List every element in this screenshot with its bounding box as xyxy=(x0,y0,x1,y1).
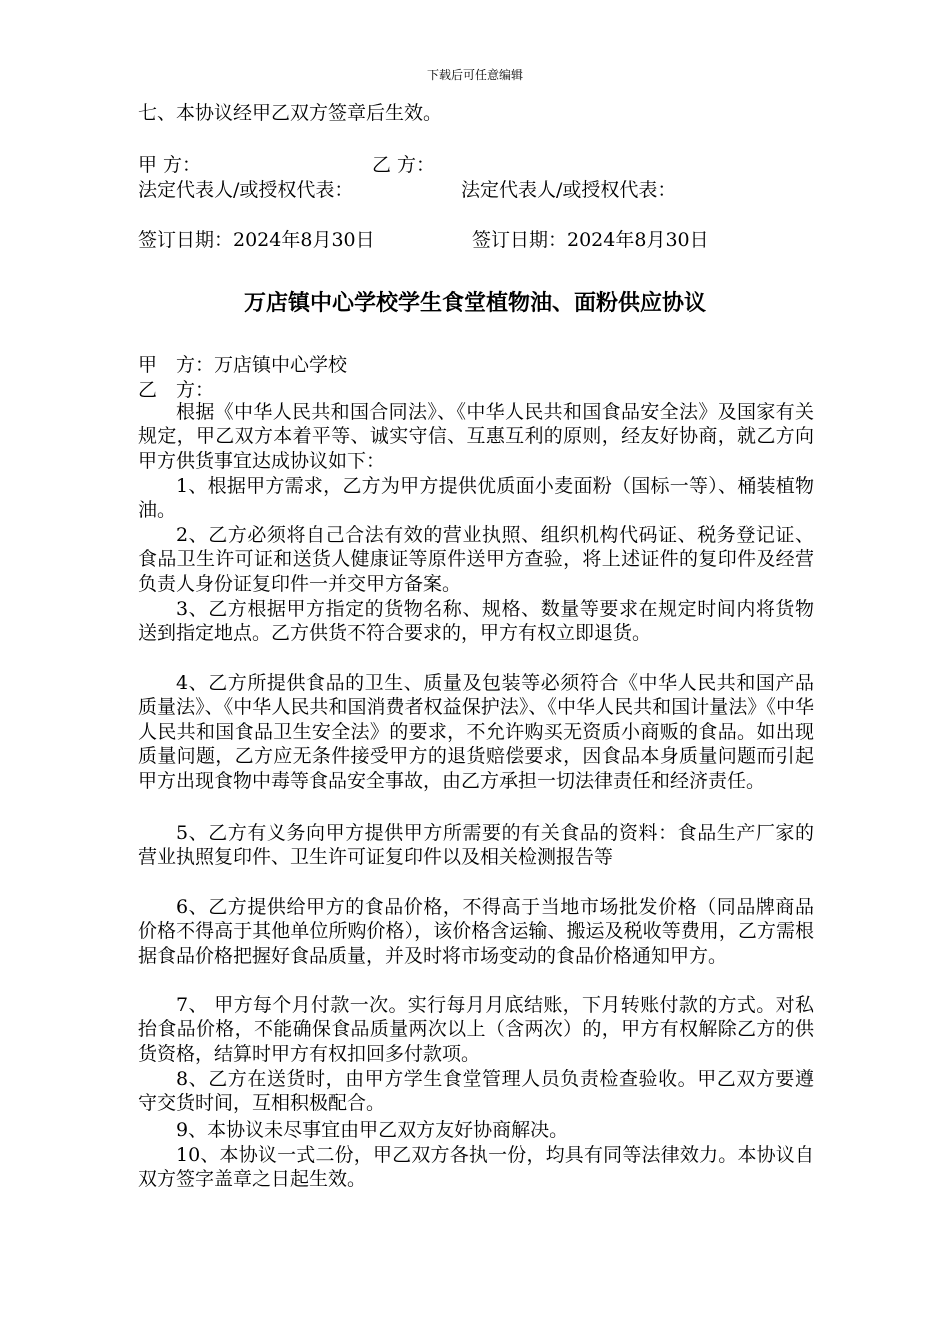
agreement-party-a: 甲 方：万店镇中心学校 xyxy=(138,354,348,376)
signature-party-b: 乙 方： xyxy=(372,154,436,176)
clause-9: 9、本协议未尽事宜由甲乙双方友好协商解决。 xyxy=(176,1119,569,1141)
sign-date-b: 签订日期：2024年8月30日 xyxy=(472,229,709,251)
clause-4: 4、乙方所提供食品的卫生、质量及包装等必须符合《中华人民共和国产品质量法》、《中华人民共和国消费者权益保护法》、《中华人民共和国计量法》《中华人民共和国食品卫生安全法》的要求，不允许购买无资质小商贩的食品。如出现质量问题，乙方应无条件接受甲方的退货赔偿要求，因食品本身质量问题而引起甲方出现食物中毒等食品安全事故，由乙方承担一切法律责任和经济责任。 xyxy=(138,672,814,792)
clause-2: 2、乙方必须将自己合法有效的营业执照、组织机构代码证、税务登记证、食品卫生许可证和送货人健康证等原件送甲方查验，将上述证件的复印件及经营负责人身份证复印件一并交甲方备案。 xyxy=(138,524,814,595)
clause-10: 10、本协议一式二份，甲乙双方各执一份，均具有同等法律效力。本协议自双方签字盖章之日起生效。 xyxy=(138,1144,814,1191)
agreement-intro: 根据《中华人民共和国合同法》、《中华人民共和国食品安全法》及国家有关规定，甲乙双方本着平等、诚实守信、互惠互利的原则，经友好协商，就乙方向甲方供货事宜达成协议如下： xyxy=(138,401,814,472)
agreement-party-b: 乙 方： xyxy=(138,379,215,401)
clause-7-payment: 7、 甲方每个月付款一次。实行每月月底结账，下月转账付款的方式。对私抬食品价格，不能确保食品质量两次以上（含两次）的，甲方有权解除乙方的供货资格，结算时甲方有权扣回多付款项。 xyxy=(138,994,814,1065)
clause-1: 1、根据甲方需求，乙方为甲方提供优质面小麦面粉（国标一等）、桶装植物油。 xyxy=(138,475,814,522)
clause-6: 6、乙方提供给甲方的食品价格，不得高于当地市场批发价格（同品牌商品价格不得高于其他单位所购价格），该价格含运输、搬运及税收等费用，乙方需根据食品价格把握好食品质量，并及时将市场变动的食品价格通知甲方。 xyxy=(138,896,814,967)
sign-date-a: 签订日期：2024年8月30日 xyxy=(138,229,375,251)
representative-a: 法定代表人/或授权代表： xyxy=(138,179,354,201)
clause-5: 5、乙方有义务向甲方提供甲方所需要的有关食品的资料：食品生产厂家的营业执照复印件、卫生许可证复印件以及相关检测报告等 xyxy=(138,822,814,869)
representative-b: 法定代表人/或授权代表： xyxy=(461,179,677,201)
agreement-title: 万店镇中心学校学生食堂植物油、面粉供应协议 xyxy=(243,291,706,316)
clause-7: 七、本协议经甲乙双方签章后生效。 xyxy=(138,102,443,124)
clause-8: 8、乙方在送货时，由甲方学生食堂管理人员负责检查验收。甲乙双方要遵守交货时间，互相积极配合。 xyxy=(138,1068,814,1115)
page-header: 下载后可任意编辑 xyxy=(426,68,523,82)
signature-party-a: 甲 方： xyxy=(138,154,202,176)
clause-3: 3、乙方根据甲方指定的货物名称、规格、数量等要求在规定时间内将货物送到指定地点。乙方供货不符合要求的，甲方有权立即退货。 xyxy=(138,598,814,645)
